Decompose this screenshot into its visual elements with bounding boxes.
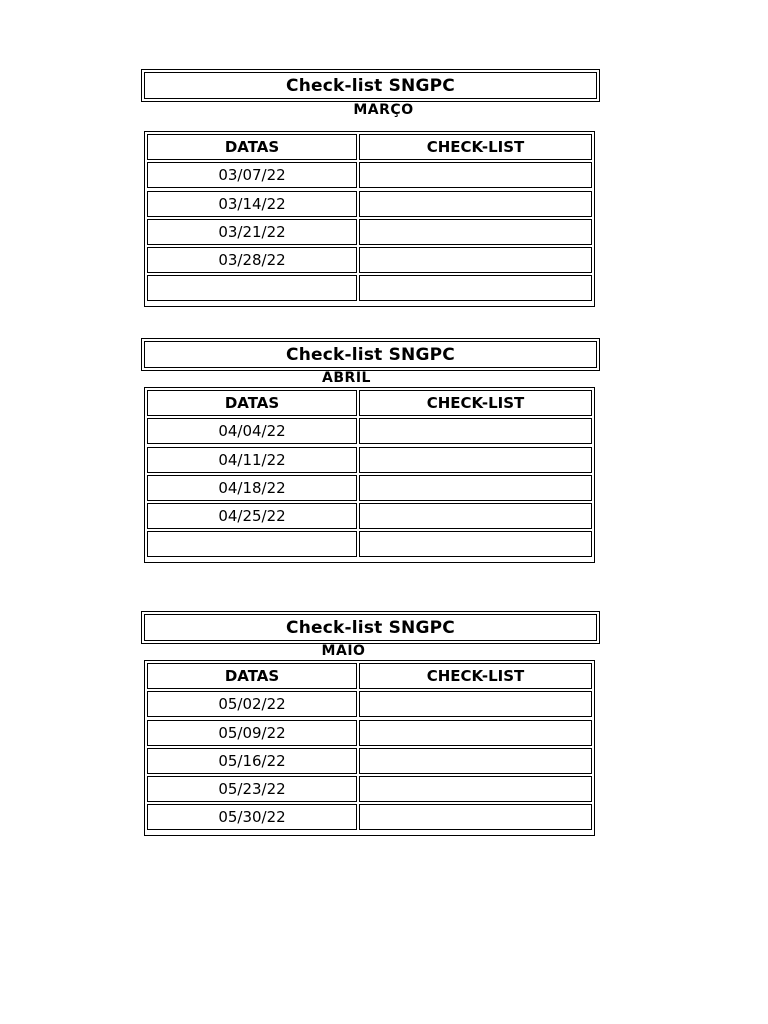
check-cell[interactable]: [359, 503, 592, 529]
header-dates: DATAS: [147, 134, 357, 160]
date-cell: 05/02/22: [147, 691, 357, 717]
month-label: MAIO: [321, 643, 366, 659]
header-checklist: CHECK-LIST: [359, 663, 592, 689]
table-row: [147, 691, 592, 719]
table-header-row: [147, 663, 592, 691]
check-cell[interactable]: [359, 247, 592, 273]
checklist-table: [144, 660, 595, 836]
check-cell[interactable]: [359, 191, 592, 217]
section-title: Check-list SNGPC: [144, 341, 597, 368]
month-label: MARÇO: [353, 102, 414, 118]
section-title-box: [141, 338, 600, 371]
date-cell: 05/23/22: [147, 776, 357, 802]
checklist-table: [144, 387, 595, 563]
check-cell[interactable]: [359, 720, 592, 746]
header-checklist: CHECK-LIST: [359, 134, 592, 160]
table-row: [147, 748, 592, 776]
section-title-box: [141, 69, 600, 102]
date-cell: [147, 531, 357, 557]
table-row: [147, 720, 592, 748]
date-cell: 04/25/22: [147, 503, 357, 529]
check-cell[interactable]: [359, 275, 592, 301]
section-title-box: [141, 611, 600, 644]
table-row: [147, 804, 592, 832]
check-cell[interactable]: [359, 804, 592, 830]
header-dates: DATAS: [147, 663, 357, 689]
section-title: Check-list SNGPC: [144, 614, 597, 641]
check-cell[interactable]: [359, 531, 592, 557]
table-header-row: [147, 134, 592, 162]
date-cell: 03/07/22: [147, 162, 357, 188]
table-row: [147, 475, 592, 503]
table-row: [147, 503, 592, 531]
table-row: [147, 275, 592, 303]
date-cell: [147, 275, 357, 301]
check-cell[interactable]: [359, 219, 592, 245]
table-header-row: [147, 390, 592, 418]
table-row: [147, 247, 592, 275]
date-cell: 04/18/22: [147, 475, 357, 501]
checklist-table: [144, 131, 595, 307]
date-cell: 04/11/22: [147, 447, 357, 473]
date-cell: 03/28/22: [147, 247, 357, 273]
table-row: [147, 531, 592, 559]
check-cell[interactable]: [359, 475, 592, 501]
date-cell: 03/14/22: [147, 191, 357, 217]
date-cell: 05/16/22: [147, 748, 357, 774]
header-dates: DATAS: [147, 390, 357, 416]
month-label: ABRIL: [322, 370, 371, 386]
table-row: [147, 191, 592, 219]
table-row: [147, 162, 592, 190]
check-cell[interactable]: [359, 748, 592, 774]
date-cell: 05/30/22: [147, 804, 357, 830]
header-checklist: CHECK-LIST: [359, 390, 592, 416]
check-cell[interactable]: [359, 691, 592, 717]
check-cell[interactable]: [359, 776, 592, 802]
table-row: [147, 418, 592, 446]
date-cell: 04/04/22: [147, 418, 357, 444]
date-cell: 05/09/22: [147, 720, 357, 746]
table-row: [147, 219, 592, 247]
table-row: [147, 447, 592, 475]
check-cell[interactable]: [359, 162, 592, 188]
section-title: Check-list SNGPC: [144, 72, 597, 99]
check-cell[interactable]: [359, 418, 592, 444]
table-row: [147, 776, 592, 804]
check-cell[interactable]: [359, 447, 592, 473]
date-cell: 03/21/22: [147, 219, 357, 245]
